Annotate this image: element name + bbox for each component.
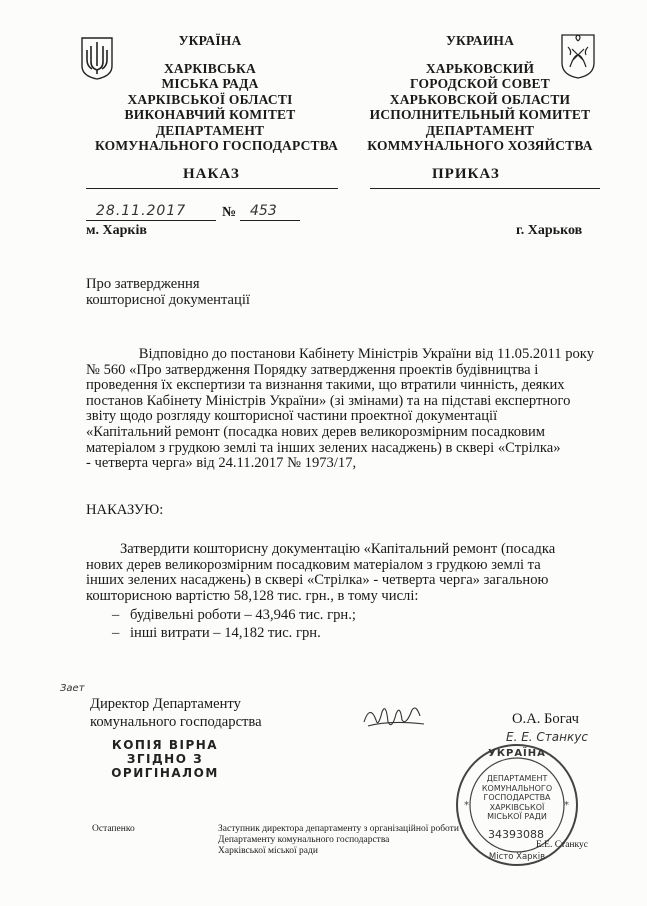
preamble-line: Відповідно до постанови Кабінету Міністрів України від 11.05.2011 року <box>138 346 594 362</box>
copy-stamp-line: ОРИГІНАЛОМ <box>111 766 219 780</box>
header-right-country: УКРАИНА <box>445 33 515 48</box>
doc-type-right: ПРИКАЗ <box>432 166 500 182</box>
header-right-line: ИСПОЛНИТЕЛЬНЫЙ КОМИТЕТ <box>369 107 591 122</box>
svg-text:*: * <box>564 800 569 811</box>
header-left-line: ВИКОНАВЧИЙ КОМІТЕТ <box>124 107 296 122</box>
preamble-line: постанов Кабінету Міністрів України» (зі змінами) та на підставі експертного <box>86 392 571 409</box>
items-list <box>112 606 356 642</box>
city-right: г. Харьков <box>516 223 583 238</box>
number-label: № <box>222 205 237 220</box>
round-stamp-center <box>470 774 564 822</box>
copy-stamp <box>110 738 220 780</box>
handwritten-prefix: Зает <box>60 683 85 694</box>
round-stamp-line: ДЕПАРТАМЕНТ <box>486 774 548 783</box>
round-stamp-line: ХАРКІВСЬКОЇ <box>489 802 545 812</box>
preamble-line: звіту щодо розгляду кошторисної частини проектної документації <box>86 408 498 425</box>
order-word: НАКАЗУЮ: <box>86 502 164 518</box>
city-left: м. Харків <box>86 223 147 238</box>
deputy-block <box>218 824 478 857</box>
copy-stamp-line: ЗГІДНО З <box>126 752 204 766</box>
doc-type-left: НАКАЗ <box>183 166 240 182</box>
header-left <box>95 33 339 154</box>
separator-line <box>86 188 338 189</box>
header-left-line: ХАРКІВСЬКА <box>163 60 256 76</box>
header-left-line: КОМУНАЛЬНОГО ГОСПОДАРСТВА <box>95 138 339 153</box>
round-stamp-line: КОМУНАЛЬНОГО <box>481 783 553 793</box>
deputy-line: Департаменту комунального господарства <box>218 835 390 845</box>
handwritten-date: 28.11.2017 <box>96 203 187 219</box>
header-right-line: ГОРОДСКОЙ СОВЕТ <box>410 76 550 91</box>
deputy-name: Е.Е. Станкус <box>536 840 588 850</box>
preamble-line: матеріалом з грудкою землі та інших зелених насаджень) в сквері «Стрілка» <box>86 439 561 456</box>
list-item: – інші витрати – 14,182 тис. грн. <box>112 625 321 641</box>
signature-position <box>90 695 262 731</box>
round-stamp-code: 34393088 <box>488 828 544 841</box>
signer-name: О.А. Богач <box>512 711 579 727</box>
preamble-line: проведення їх експертизи та визнання такими, що втратили чинність, деяких <box>86 377 565 394</box>
preamble-line: - четверта черга» від 24.11.2017 № 1973/17, <box>86 455 357 472</box>
date-underline <box>86 220 216 221</box>
deputy-line: Харківської міської ради <box>218 846 318 856</box>
round-stamp-line: МІСЬКОЇ РАДИ <box>487 812 547 821</box>
header-right-line: ДЕПАРТАМЕНТ <box>425 122 535 138</box>
header-left-country: УКРАЇНА <box>178 33 242 48</box>
handwritten-number: 453 <box>250 203 277 219</box>
round-stamp-top: УКРАЇНА <box>488 748 546 759</box>
preamble-line: № 560 «Про затвердження Порядку затвердження проектів будівництва і <box>86 361 539 378</box>
order-text <box>86 542 594 604</box>
round-stamp-bottom: Місто Харків <box>488 852 546 862</box>
copy-stamp-line: КОПІЯ ВІРНА <box>111 738 219 752</box>
header-right-line: ХАРЬКОВСКОЙ ОБЛАСТИ <box>389 91 571 107</box>
separator-line <box>370 188 600 189</box>
position-line: комунального господарства <box>90 714 262 730</box>
subject <box>86 276 250 308</box>
round-stamp-line: ГОСПОДАРСТВА <box>483 793 551 802</box>
header-left-line: ДЕПАРТАМЕНТ <box>155 122 265 138</box>
list-item: – будівельні роботи – 43,946 тис. грн.; <box>112 607 356 623</box>
order-line: Затвердити кошторисну документацію «Капітальний ремонт (посадка <box>120 541 556 557</box>
subject-line: кошторисної документації <box>86 292 250 308</box>
handwritten-signature <box>360 700 430 735</box>
preamble <box>86 347 594 472</box>
order-line: інших зелених насаджень) в сквері «Стрілка» - четверта черга» загальною <box>86 572 549 589</box>
position-line: Директор Департаменту <box>90 696 241 712</box>
header-left-line: ХАРКІВСЬКОЇ ОБЛАСТІ <box>127 91 293 107</box>
header-left-line: МІСЬКА РАДА <box>161 76 259 91</box>
preamble-line: «Капітальний ремонт (посадка нових дерев великорозмірним посадковим <box>86 423 546 440</box>
handwritten-signer: Е. Е. Станкус <box>506 730 588 744</box>
order-line: нових дерев великорозмірним посадковим матеріалом з грудкою землі та <box>86 556 541 573</box>
header-right-line: ХАРЬКОВСКИЙ <box>425 60 535 76</box>
order-line: кошторисною вартістю 58,128 тис. грн., в тому числі: <box>86 587 419 604</box>
header-right <box>365 33 595 154</box>
number-underline <box>240 220 300 221</box>
executor-name: Остапенко <box>92 824 135 834</box>
header-right-line: КОММУНАЛЬНОГО ХОЗЯЙСТВА <box>367 138 593 153</box>
deputy-line: Заступник директора департаменту з організаційної роботи <box>218 824 459 834</box>
subject-line: Про затвердження <box>86 276 200 292</box>
svg-text:*: * <box>464 800 469 811</box>
